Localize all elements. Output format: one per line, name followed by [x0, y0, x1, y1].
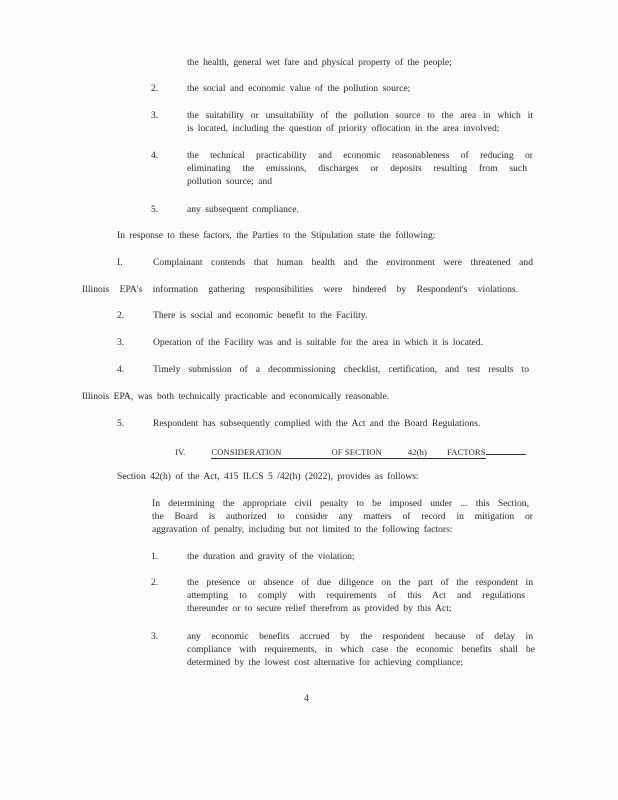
text-line: is located, including the question of priority oflocation in the area involved;: [187, 123, 500, 134]
text-line: compliance with requirements, in which case the economic benefits shall be: [187, 644, 535, 655]
heading-underline: [486, 446, 526, 455]
heading-word: FACTORS: [447, 447, 486, 457]
paragraph-number: 5.: [117, 418, 125, 429]
text-line: the Board is authorized to consider any matters of record in mitigation or: [152, 511, 533, 522]
list-number: 2.: [151, 83, 159, 94]
text-line: eliminating the emissions, discharges or deposits resulting from such: [187, 163, 527, 174]
text-line: attempting to comply with requirements of this Act and regulations: [187, 590, 525, 601]
text-line: determined by the lowest cost alternative for achieving compliance;: [187, 657, 464, 668]
text-line: aggravation of penalty, including but not limited to the following factors:: [152, 524, 453, 535]
text-line: In response to these factors, the Parties to the Stipulation state the following:: [117, 230, 436, 241]
text-line: any subsequent compliance.: [187, 204, 299, 215]
list-number: 3.: [151, 110, 159, 121]
text-line: Respondent has subsequently complied with the Act and the Board Regulations.: [153, 418, 481, 429]
text-line: the social and economic value of the pollution source;: [187, 83, 411, 94]
text-line: the technical practicability and economic reasonableness of reducing or: [187, 150, 533, 161]
heading-number: IV.: [175, 447, 186, 457]
text-line: In determining the appropriate civil penalty to be imposed under ... this Section,: [152, 498, 529, 509]
text-line: Section 42(h) of the Act, 415 ILCS 5 /42(h) (2022), provides as follows:: [117, 471, 419, 482]
text-line: the presence or absence of due diligence on the part of the respondent in: [187, 577, 533, 588]
text-line: thereunder or to secure relief therefrom as provided by this Act;: [187, 603, 452, 614]
heading-word: 42(h): [407, 447, 428, 457]
text-line: There is social and economic benefit to the Facility.: [153, 310, 368, 321]
list-number: 4.: [151, 150, 159, 161]
text-line: the duration and gravity of the violation;: [187, 551, 355, 562]
text-line: Timely submission of a decommissioning checklist, certification, and test results to: [153, 364, 529, 375]
section-heading: [175, 446, 526, 459]
text-line: pollution source; and: [187, 176, 272, 187]
paragraph-number: 3.: [117, 337, 125, 348]
text-line: Operation of the Facility was and is suitable for the area in which it is located.: [153, 337, 483, 348]
list-number: 2.: [151, 577, 159, 588]
paragraph-number: 2.: [117, 310, 125, 321]
page-number: 4: [304, 693, 309, 704]
list-number: 5.: [151, 204, 159, 215]
text-line: Illinois EPA's information gathering responsibilities were hindered by Respondent's violations.: [82, 284, 518, 295]
text-line: Complainant contends that human health and the environment were threatened and: [153, 257, 533, 268]
paragraph-number: 4.: [117, 364, 125, 375]
list-number: 3.: [151, 631, 159, 642]
text-line: Illinois EPA, was both technically practicable and economically reasonable.: [82, 391, 390, 402]
heading-word: OF SECTION: [331, 447, 382, 457]
text-line: the health, general wet fare and physical property of the people;: [187, 57, 452, 68]
text-line: any economic benefits accrued by the respondent because of delay in: [187, 631, 533, 642]
list-number: 1.: [151, 551, 159, 562]
text-line: the suitability or unsuitability of the pollution source to the area in which it: [187, 110, 533, 121]
paragraph-number: I.: [117, 257, 123, 268]
heading-word: CONSIDERATION: [211, 447, 282, 457]
